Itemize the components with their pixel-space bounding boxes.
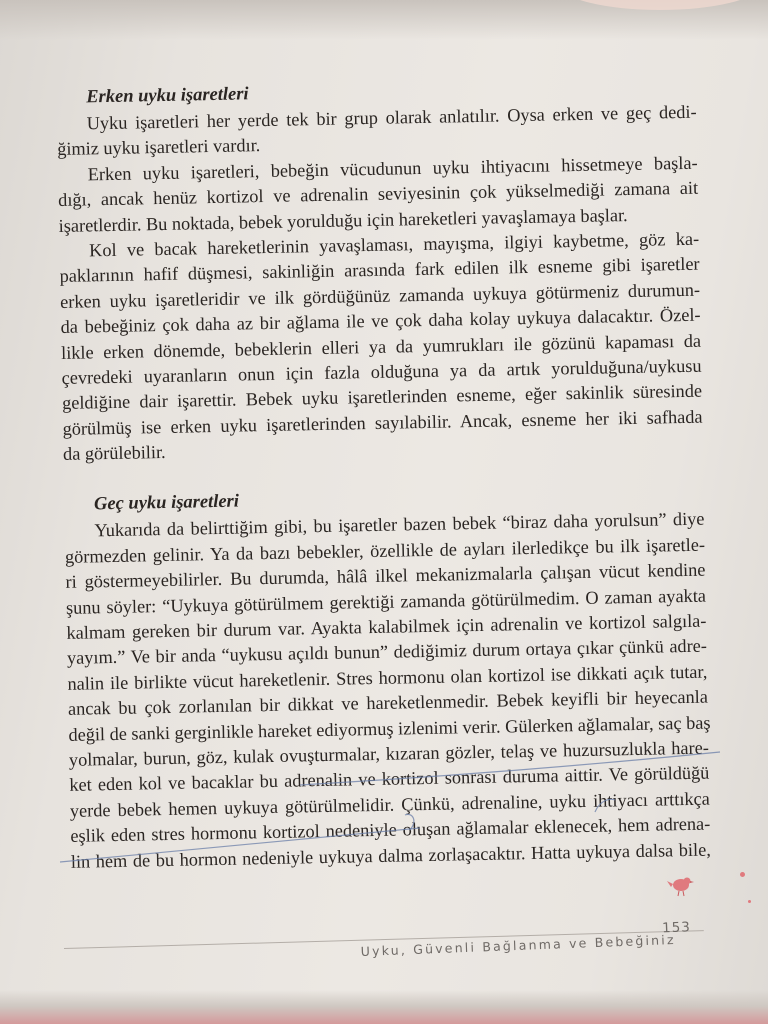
- paragraph-line: eşlik eden stres hormonu kortizol nedeniyle oluşan ağlamalar eklenecek, hem adrena-: [70, 813, 711, 847]
- paragraph-line: çevredeki uyaranların onun için fazla olduğuna ya da artık yorulduğuna/uykusu: [61, 355, 702, 388]
- paragraph-line: Erken uyku işaretleri, bebeğin vücudunun uyku ihtiyacını hissetmeye başla-: [87, 152, 698, 185]
- paragraph-line: nalin ile birlikte vücut hareketlenir. Stres hormonu olan kortizol ise dikkati açık tutar,: [67, 661, 708, 694]
- paragraph-line: yerde bebek hemen uykuya götürülmelidir. Çünkü, adrenaline, uyku ihtiyacı arttıkça: [69, 788, 710, 821]
- bird-icon: [664, 870, 698, 900]
- paragraph-line: ket eden kol ve bacaklar bu adrenalin ve kortizol sonrası duruma aittir. Ve görüldüğü: [69, 762, 710, 796]
- paragraph-line: Yukarıda da belirttiğim gibi, bu işaretler bazen bebek “biraz daha yorulsun” diye: [94, 509, 705, 541]
- page-footer: [360, 919, 700, 959]
- paragraph-line: Uyku işaretleri her yerde tek bir grup olarak anlatılır. Oysa erken ve geç dedi-: [86, 101, 697, 134]
- paragraph-line: ğimiz uyku işaretleri vardır.: [57, 135, 261, 160]
- paragraph-line: görmezden gelinir. Ya da bazı bebekler, özellikle de ayları ilerledikçe bu ilk işaretle-: [64, 534, 706, 567]
- page-bottom-edge: [0, 990, 768, 1024]
- paragraph-line: yolmalar, burun, göz, kulak ovuşturmalar, kızaran gözler, telaş ve huzursuzlukla hare-: [68, 737, 710, 770]
- paragraph-line: kalmam gereken bir durum var. Ayakta kalabilmek için adrenalin ve kortizol salgıla-: [66, 610, 707, 643]
- paragraph-line: da görülebilir.: [62, 442, 166, 465]
- paragraph-line: ancak bu çok zorlanılan bir dikkat ve hareketlenmedir. Bebek keyifli bir heyecanla: [67, 686, 709, 720]
- decorative-dot: [748, 900, 751, 903]
- paragraph-line: şunu söyler: “Uykuya götürülmem gerektiği zamanda götürülmedim. O zaman ayakta: [65, 585, 707, 618]
- page-number: 153: [661, 919, 692, 937]
- paragraph-line: görülmüş ise erken uyku işaretlerinden sayılabilir. Ancak, esneme her iki safhada: [62, 406, 703, 439]
- section-heading-early: Erken uyku işaretleri: [86, 84, 249, 108]
- paragraph-line: işaretlerdir. Bu noktada, bebek yorulduğu için hareketleri yavaşlamaya başlar.: [58, 204, 628, 236]
- body-text: [56, 74, 711, 875]
- decorative-dot: [740, 872, 745, 877]
- paragraph-line: likle erken dönemde, bebeklerin elleri ya da yumrukları ile gözünü kapaması da: [60, 330, 702, 363]
- section-heading-late: Geç uyku işaretleri: [93, 492, 240, 515]
- footer-book-title: Uyku, Güvenli Bağlanma ve Bebeğiniz: [360, 931, 676, 959]
- paragraph-line: erken uyku işaretleridir ve ilk gördüğünüz zamanda uykuya götürmeniz durumun-: [59, 279, 701, 312]
- paragraph-line: değil de sanki gerginlikle hareket ediyormuş izlenimi verir. Gülerken ağlamalar, saç baş: [68, 712, 711, 745]
- paragraph-line: dığı, ancak henüz kortizol ve adrenalin seviyesinin çok yükselmediği zamana ait: [57, 177, 699, 211]
- paragraph-line: yayım.” Ve bir anda “uykusu açıldı bunun” dediğimiz durum ortaya çıkar çünkü adre-: [66, 636, 708, 669]
- paragraph-line: Kol ve bacak hareketlerinin yavaşlaması, mayışma, ilgiyi kaybetme, göz ka-: [88, 228, 700, 261]
- paragraph-line: da bebeğiniz çok daha az bir ağlama ile ve çok daha kolay uykuya dalacaktır. Özel-: [60, 304, 701, 338]
- paragraph-line: paklarının hafif düşmesi, sakinliğin arasında fark edilen ilk esneme gibi işaretler: [59, 254, 700, 287]
- paragraph-line: ri göstermeyebilirler. Bu durumda, hâlâ ilkel mekanizmalarla çalışan vücut kendine: [65, 559, 706, 593]
- paragraph-line: geldiğine dair işarettir. Bebek uyku işaretlerinden esneme, eğer sakinlik süresinde: [61, 380, 703, 414]
- paragraph-line: lin hem de bu hormon nedeniyle uykuya dalma zorlaşacaktır. Hatta uykuya dalsa bile,: [70, 839, 711, 872]
